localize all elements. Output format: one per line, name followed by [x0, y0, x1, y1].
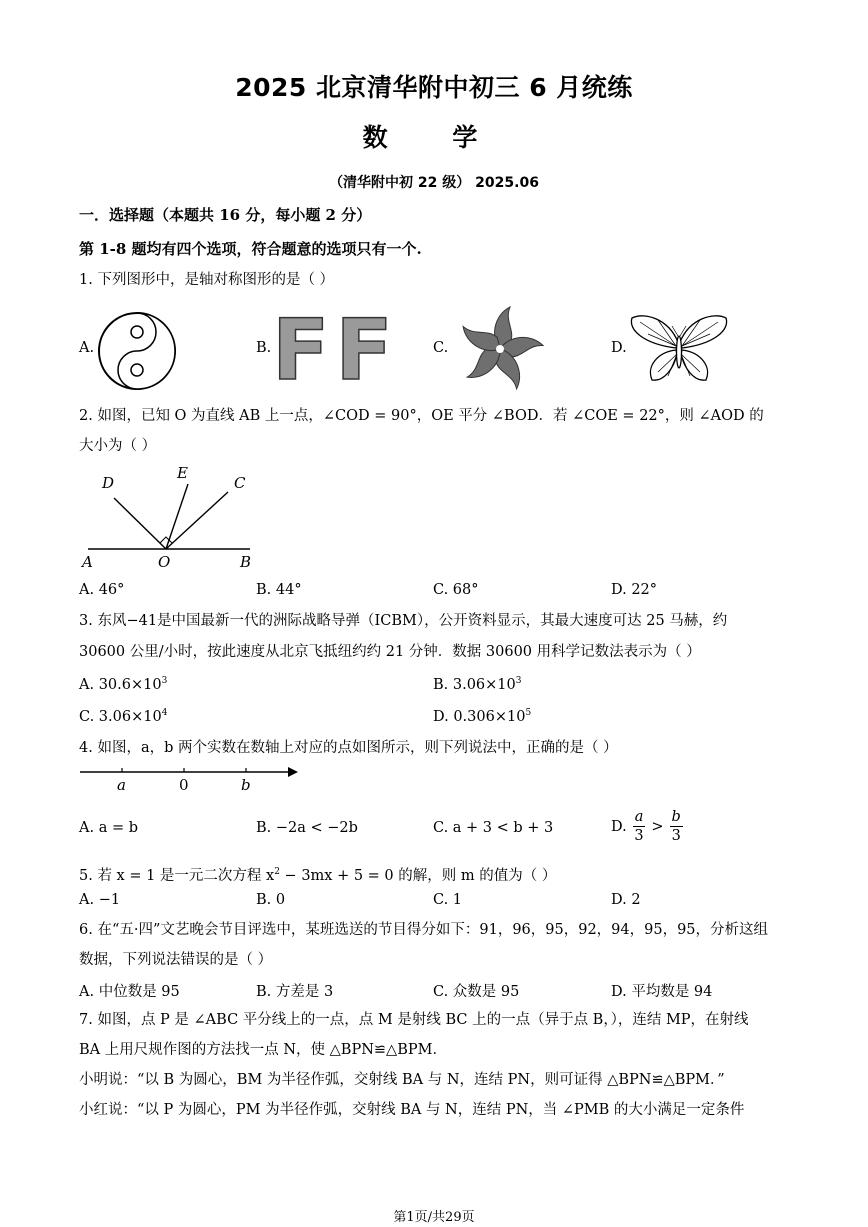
- q7-line2: BA 上用尺规作图的方法找一点 N，使 △BPN≌△BPM．: [79, 1042, 447, 1058]
- q2-label-e: E: [177, 464, 188, 482]
- q2-label-c: C: [234, 474, 246, 492]
- q4-stem: 4. 如图，a，b 两个实数在数轴上对应的点如图所示，则下列说法中，正确的是（ ）: [79, 740, 618, 756]
- q6-option-a: A. 中位数是 95: [79, 984, 180, 1000]
- q3-stem-line2: 30600 公里/小时，按此速度从北京飞抵纽约约 21 分钟．数据 30600 用科学记数法表示为（ ）: [79, 644, 701, 660]
- q4-option-b: B. −2a < −2b: [256, 820, 358, 836]
- q4-number-line: [78, 764, 304, 780]
- q3-option-d: D. $0.306\times 10^5$: [433, 708, 532, 725]
- q2-label-o: O: [158, 553, 171, 571]
- butterfly-figure: [628, 312, 730, 386]
- q2-option-b: B. 44°: [256, 582, 302, 598]
- q5-option-a: A. −1: [79, 892, 121, 908]
- q1-option-a-label: A.: [79, 340, 95, 356]
- q6-option-b: B. 方差是 3: [256, 984, 334, 1000]
- q6-stem-line1: 6. 在“五·四”文艺晚会节目评选中，某班选送的节目得分如下：91，96，95，92，94，95，95，分析这组: [79, 922, 769, 938]
- q2-stem-line2: 大小为（ ）: [79, 438, 157, 454]
- q5-option-d: D. 2: [611, 892, 641, 908]
- q4-axis-label-zero: 0: [179, 776, 189, 794]
- section-instruction: 第 1-8 题均有四个选项，符合题意的选项只有一个.: [79, 240, 422, 258]
- q5-stem: 5. 若 x = 1 是一元二次方程 $x^2 - 3mx + 5 = 0$ 的解，则 m 的值为（ ）: [79, 867, 557, 884]
- q3-option-a: A. $30.6\times 10^3$: [79, 676, 168, 693]
- q2-option-d: D. 22°: [611, 582, 658, 598]
- q3-stem-line1: 3. 东风−41是中国最新一代的洲际战略导弹（ICBM），公开资料显示，其最大速度可达 25 马赫，约: [79, 613, 728, 629]
- q4-option-c: C. a + 3 < b + 3: [433, 820, 554, 836]
- exam-title: 2025 北京清华附中初三 6 月统练: [235, 73, 633, 102]
- subject-title: 数 学: [362, 123, 506, 152]
- q6-stem-line2: 数据，下列说法错误的是（ ）: [79, 952, 273, 968]
- q4-axis-label-b: b: [241, 776, 251, 794]
- q2-label-b: B: [240, 553, 252, 571]
- exam-subtitle: （清华附中初 22 级） 2025.06: [329, 175, 539, 191]
- q4-option-d: D. a 3 > b 3: [611, 809, 681, 844]
- q1-option-d-label: D.: [611, 340, 627, 356]
- q7-line4: 小红说：“以 P 为圆心，PM 为半径作弧，交射线 BA 与 N，连结 PN，当 ∠PMB 的大小满足一定条件: [79, 1102, 745, 1118]
- q6-option-c: C. 众数是 95: [433, 984, 520, 1000]
- page-footer: 第1页/共29页: [393, 1210, 475, 1225]
- q5-option-c: C. 1: [433, 892, 463, 908]
- q1-option-c-label: C.: [433, 340, 449, 356]
- section-heading: 一．选择题（本题共 16 分，每小题 2 分）: [79, 206, 372, 224]
- q7-line3: 小明说：“以 B 为圆心，BM 为半径作弧，交射线 BA 与 N，连结 PN，则可证得 △BPN≌△BPM．”: [79, 1072, 725, 1088]
- q4-axis-label-a: a: [117, 776, 126, 794]
- q4-option-a: A. a = b: [79, 820, 138, 836]
- letters-ff-figure: FF: [272, 301, 399, 399]
- q2-option-a: A. 46°: [79, 582, 125, 598]
- q7-line1: 7. 如图，点 P 是 ∠ABC 平分线上的一点，点 M 是射线 BC 上的一点（异于点 B，），连结 MP，在射线: [79, 1012, 749, 1028]
- q2-option-c: C. 68°: [433, 582, 479, 598]
- q3-option-c: C. $3.06\times 10^4$: [79, 708, 168, 725]
- q1-option-b-label: B.: [256, 340, 272, 356]
- bauhinia-flower-figure: [454, 303, 546, 395]
- q6-option-d: D. 平均数是 94: [611, 984, 713, 1000]
- q2-label-d: D: [102, 474, 115, 492]
- q2-label-a: A: [82, 553, 93, 571]
- q5-option-b: B. 0: [256, 892, 286, 908]
- q2-stem-line1: 2. 如图，已知 O 为直线 AB 上一点，∠COD = 90°，OE 平分 ∠BOD．若 ∠COE = 22°，则 ∠AOD 的: [79, 408, 764, 424]
- q3-option-b: B. $3.06\times 10^3$: [433, 676, 522, 693]
- q1-stem: 1. 下列图形中，是轴对称图形的是（ ）: [79, 272, 335, 288]
- yin-yang-figure: [96, 310, 178, 392]
